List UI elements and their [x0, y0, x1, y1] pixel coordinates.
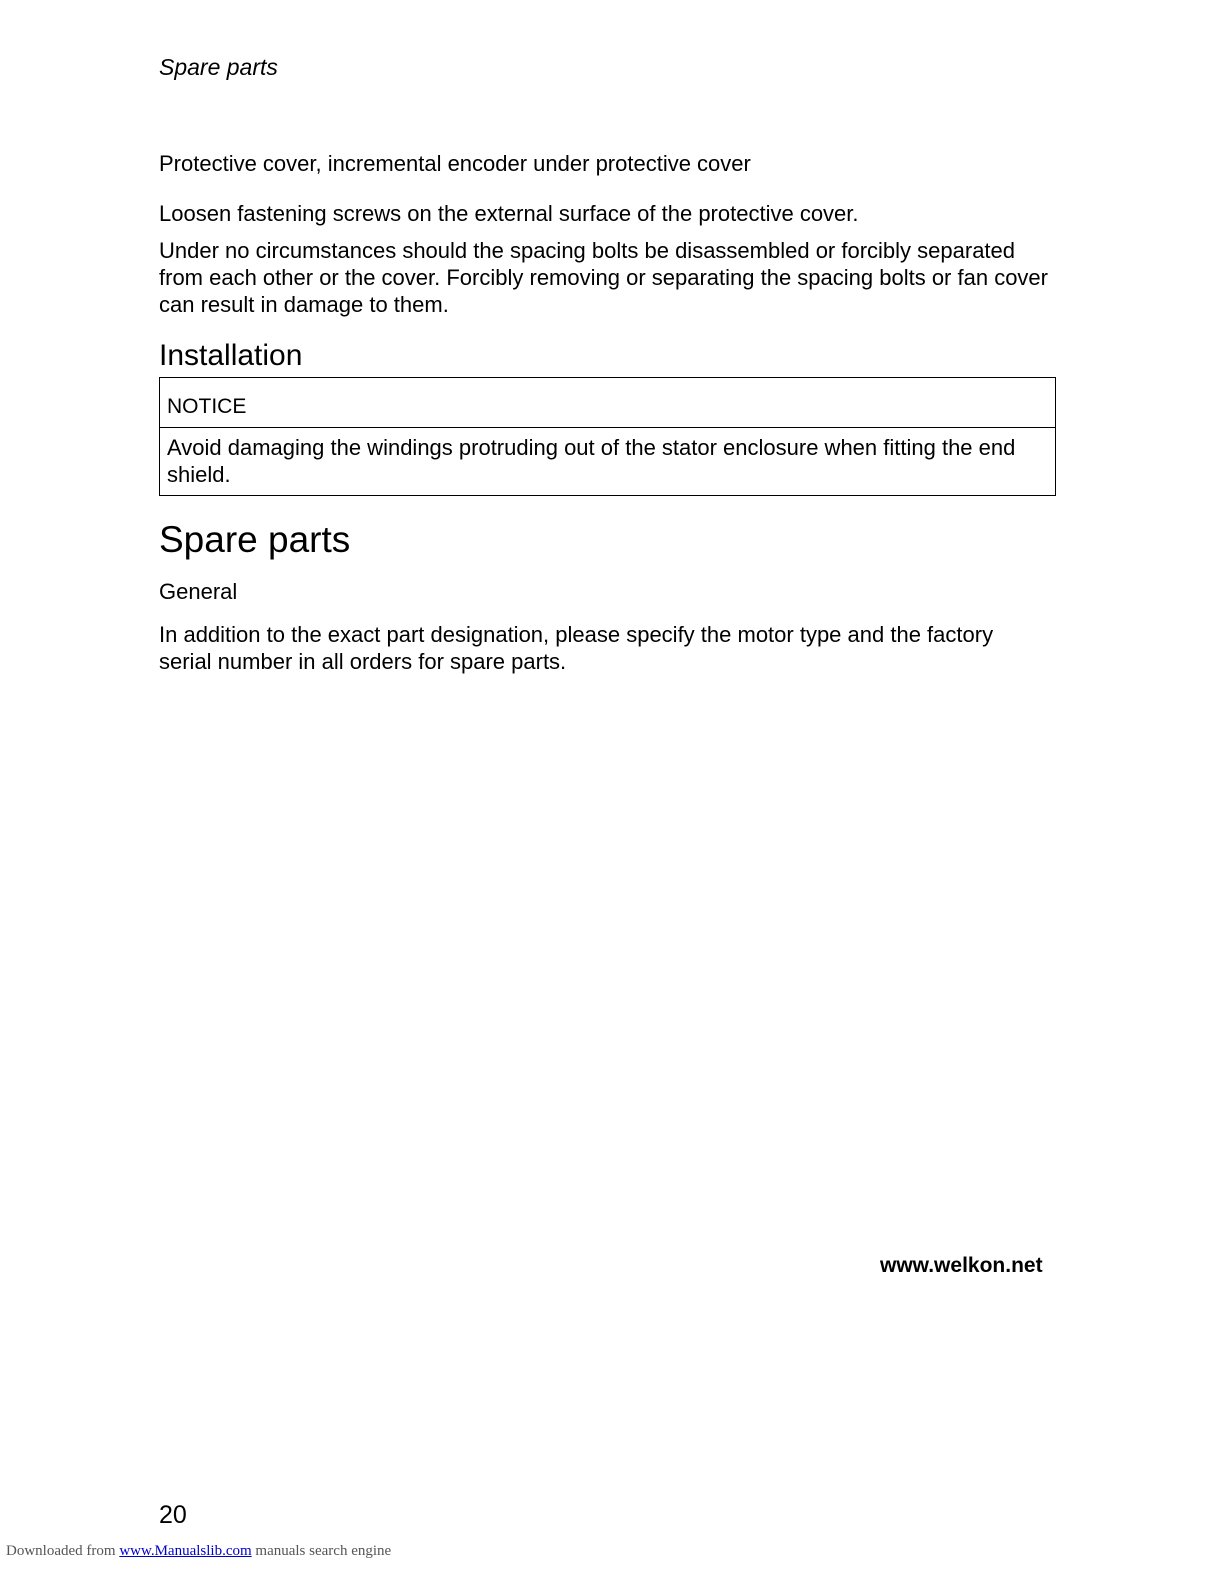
notice-box	[159, 377, 1056, 496]
loosen-screws-paragraph: Loosen fastening screws on the external surface of the protective cover.	[159, 201, 859, 226]
order-spare-parts-paragraph: In addition to the exact part designation, please specify the motor type and the factory serial number in all orders for spare parts.	[159, 622, 994, 674]
manualslib-link[interactable]: www.Manualslib.com	[119, 1543, 252, 1559]
website-text: www.welkon.net	[880, 1254, 1043, 1277]
protective-cover-heading: Protective cover, incremental encoder under protective cover	[159, 151, 751, 176]
spare-parts-heading: Spare parts	[159, 519, 351, 560]
general-subheading: General	[159, 579, 238, 604]
running-header: Spare parts	[159, 54, 278, 80]
notice-text: Avoid damaging the windings protruding out of the stator enclosure when fitting the end shield.	[167, 435, 1016, 487]
spacing-bolts-paragraph: Under no circumstances should the spacing bolts be disassembled or forcibly separated from each other or the cover. Forcibly removing or separating the spacing bolts or fan cover can result in damage to them.	[159, 238, 1048, 317]
installation-heading: Installation	[159, 339, 303, 372]
page-number: 20	[159, 1501, 187, 1529]
download-suffix: manuals search engine	[255, 1543, 392, 1559]
notice-label: NOTICE	[160, 378, 1055, 428]
download-prefix: Downloaded from	[6, 1543, 116, 1559]
download-footer	[6, 1541, 391, 1561]
